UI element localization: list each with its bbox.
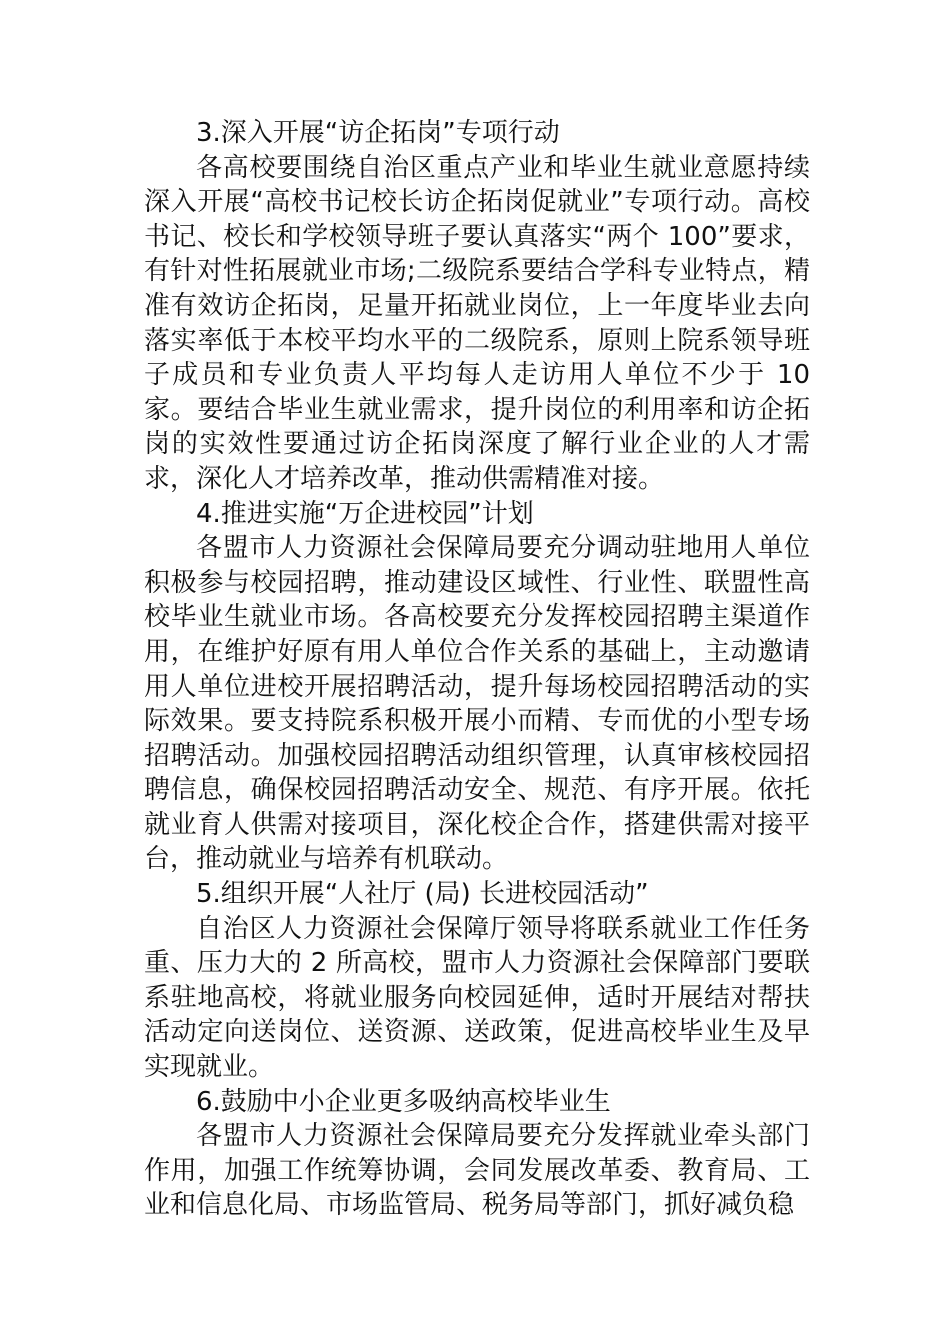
document-body — [144, 116, 810, 1223]
section-heading-5: 5.组织开展“人社厅 (局) 长进校园活动” — [196, 879, 649, 910]
section-paragraph-3: 各高校要围绕自治区重点产业和毕业生就业意愿持续深入开展“高校书记校长访企拓岗促就业”专项行动。高校书记、校长和学校领导班子要认真落实“两个 100”要求，有针对性拓展就业市场;二级院系要结合学科专业特点，精准有效访企拓岗，足量开拓就业岗位，上一年度毕业去向落实率低于本校平均水平的二级院系，原则上院系领导班子成员和专业负责人平均每人走访用人单位不少于 10 家。要结合毕业生就业需求，提升岗位的利用率和访企拓岗的实效性要通过访企拓岗深度了解行业企业的人才需求，深化人才培养改革，推动供需精准对接。 — [144, 152, 810, 494]
section-paragraph-4: 各盟市人力资源社会保障局要充分调动驻地用人单位积极参与校园招聘，推动建设区域性、行业性、联盟性高校毕业生就业市场。各高校要充分发挥校园招聘主渠道作用，在维护好原有用人单位合作关系的基础上，主动邀请用人单位进校开展招聘活动，提升每场校园招聘活动的实际效果。要支持院系积极开展小而精、专而优的小型专场招聘活动。加强校园招聘活动组织管理，认真审核校园招聘信息，确保校园招聘活动安全、规范、有序开展。依托就业育人供需对接项目，深化校企合作，搭建供需对接平台，推动就业与培养有机联动。 — [144, 533, 810, 875]
section-heading-3: 3.深入开展“访企拓岗”专项行动 — [196, 118, 560, 148]
section-heading-6: 6.鼓励中小企业更多吸纳高校毕业生 — [196, 1086, 611, 1117]
section-paragraph-6: 各盟市人力资源社会保障局要充分发挥就业牵头部门作用，加强工作统筹协调，会同发展改革委、教育局、工业和信息化局、市场监管局、税务局等部门，抓好减负稳 — [144, 1121, 810, 1221]
section-heading-4: 4.推进实施“万企进校园”计划 — [196, 498, 534, 529]
section-paragraph-5: 自治区人力资源社会保障厅领导将联系就业工作任务重、压力大的 2 所高校，盟市人力资源社会保障部门要联系驻地高校，将就业服务向校园延伸，适时开展结对帮扶活动定向送岗位、送资源、送政策，促进高校毕业生及早实现就业。 — [144, 913, 810, 1083]
